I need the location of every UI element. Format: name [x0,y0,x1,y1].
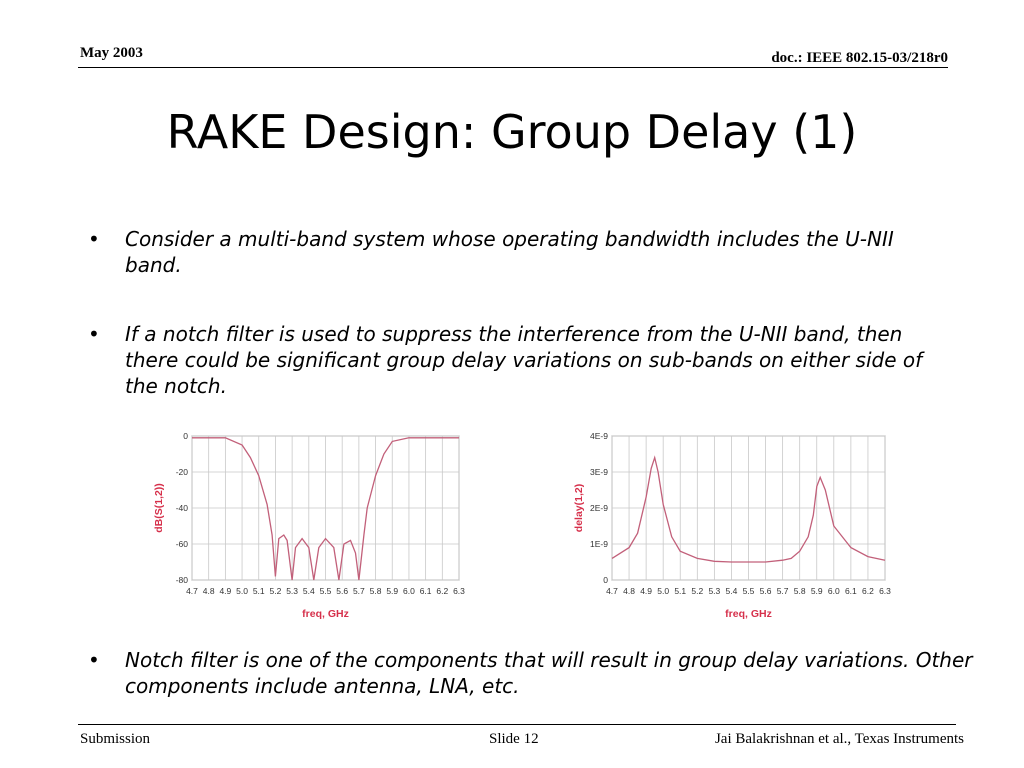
y-tick-label: 0 [603,575,608,585]
y-tick-label: 4E-9 [590,431,608,441]
x-tick-label: 5.4 [725,586,738,596]
bullet-3 [88,647,985,699]
y-axis-label: delay(1,2) [573,483,585,533]
y-tick-label: -40 [175,503,188,513]
x-tick-label: 5.2 [691,586,704,596]
x-tick-label: 5.9 [810,586,823,596]
footer-rule [78,724,956,725]
y-tick-label: -60 [175,539,188,549]
x-tick-label: 5.3 [708,586,721,596]
x-tick-label: 6.3 [879,586,891,596]
x-tick-label: 5.0 [236,586,248,596]
y-tick-label: -20 [175,467,188,477]
header-date: May 2003 [80,45,143,61]
header-doc-id: doc.: IEEE 802.15-03/218r0 [771,50,948,66]
bullet-dot: • [88,227,100,251]
slide-title: RAKE Design: Group Delay (1) [166,105,858,159]
y-tick-label: 0 [183,431,188,441]
bullet-2 [88,321,955,399]
x-tick-label: 5.7 [352,586,365,596]
x-tick-label: 5.2 [269,586,282,596]
bullet-1-text: Consider a multi-band system whose operating bandwidth includes the U-NII band. [125,227,894,277]
bullet-3-text: Notch filter is one of the components that will result in group delay variations. Other components include antenna, LNA, etc. [125,648,973,698]
x-tick-label: 5.8 [369,586,382,596]
x-tick-label: 5.6 [336,586,349,596]
x-tick-label: 5.9 [386,586,399,596]
footer-submission: Submission [80,731,151,747]
x-tick-label: 5.8 [793,586,806,596]
group-delay-chart [560,425,900,625]
bullet-dot: • [88,648,100,672]
x-tick-label: 6.0 [827,586,840,596]
x-tick-label: 5.1 [252,586,265,596]
x-tick-label: 5.5 [742,586,755,596]
x-tick-label: 4.9 [219,586,232,596]
x-tick-label: 6.2 [862,586,874,596]
bullet-2-text: If a notch filter is used to suppress the interference from the U-NII band, then there could be significant group delay variations on sub-bands on either side of the notch. [125,322,923,398]
s12-magnitude-chart [140,425,480,625]
footer-slide-number: Slide 12 [489,731,539,747]
x-axis-label: freq, GHz [302,608,349,620]
x-tick-label: 6.0 [403,586,415,596]
x-tick-label: 4.8 [623,586,635,596]
y-axis-label: dB(S(1,2)) [153,483,165,533]
x-tick-label: 5.6 [759,586,772,596]
x-tick-label: 6.3 [453,586,465,596]
x-tick-label: 4.8 [202,586,215,596]
x-tick-label: 6.1 [844,586,857,596]
x-tick-label: 6.2 [436,586,449,596]
y-tick-label: 1E-9 [590,539,608,549]
x-tick-label: 5.1 [674,586,687,596]
x-tick-label: 4.9 [640,586,653,596]
x-tick-label: 5.0 [657,586,670,596]
x-tick-label: 5.5 [319,586,332,596]
header-rule [78,67,948,68]
x-tick-label: 5.7 [776,586,789,596]
x-tick-label: 4.7 [186,586,198,596]
x-tick-label: 6.1 [419,586,432,596]
y-tick-label: 2E-9 [590,503,608,513]
bullet-dot: • [88,322,100,346]
y-tick-label: 3E-9 [590,467,608,477]
x-tick-label: 4.7 [606,586,618,596]
x-axis-label: freq, GHz [725,608,772,620]
footer-authors: Jai Balakrishnan et al., Texas Instruments [714,731,964,747]
x-tick-label: 5.3 [286,586,299,596]
x-tick-label: 5.4 [302,586,315,596]
y-tick-label: -80 [175,575,188,585]
bullet-1 [88,226,955,278]
